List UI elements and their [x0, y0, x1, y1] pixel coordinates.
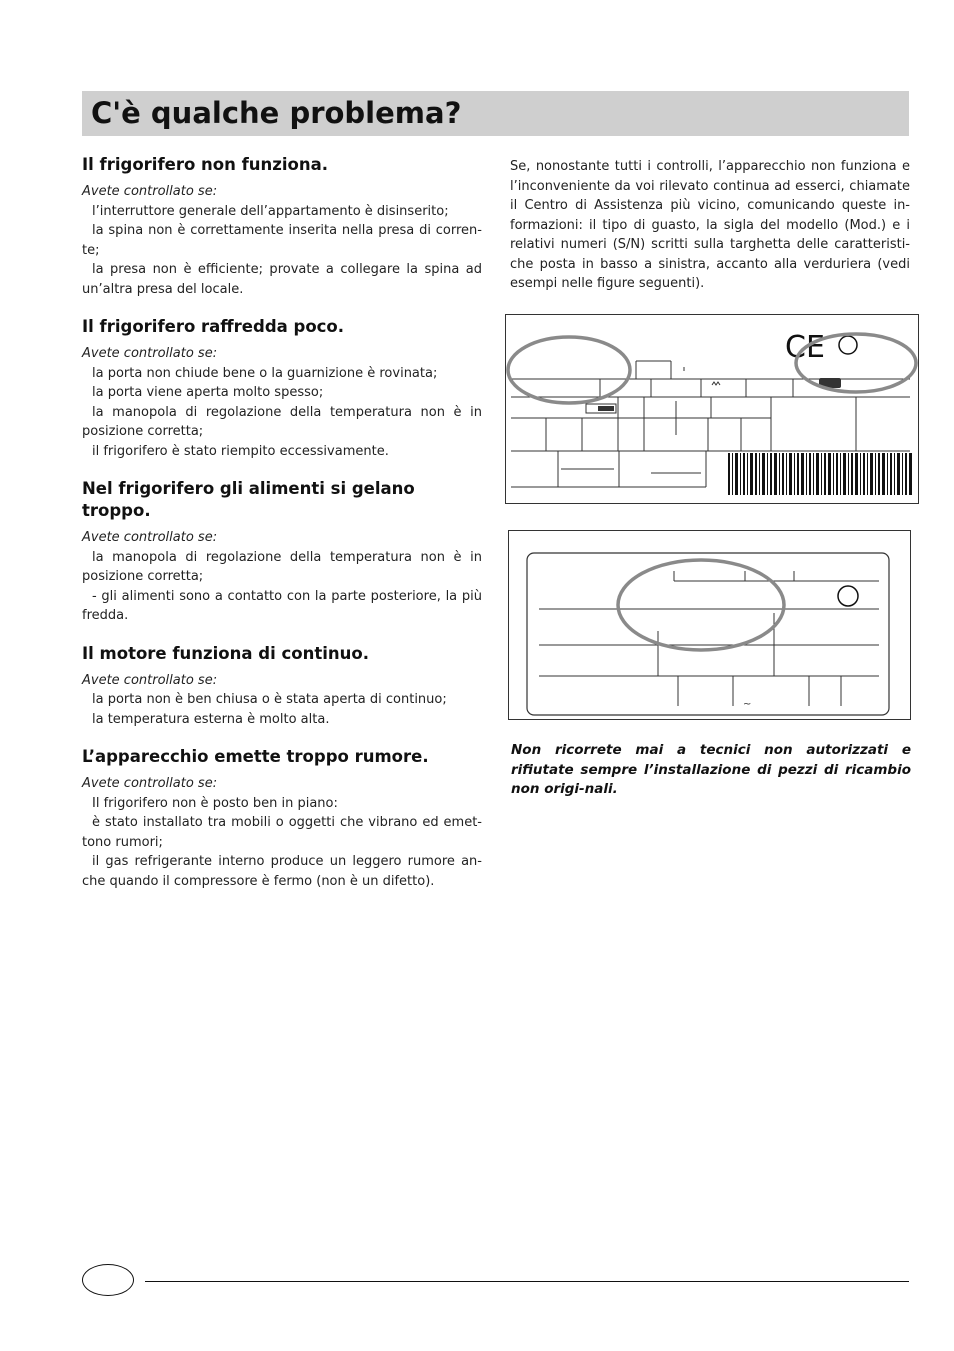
check-item: l’interruttore generale dell’appartamento è disinserito; — [92, 203, 449, 219]
check-intro: Avete controllato se: — [82, 346, 218, 361]
check-item: la porta viene aperta molto spesso; — [92, 385, 324, 400]
section-heading: L’apparecchio emette troppo rumore. — [82, 747, 429, 766]
page-number-oval — [82, 1264, 134, 1296]
highlight-circle-model-serial — [618, 560, 784, 650]
section-heading: Il motore funziona di continuo. — [82, 643, 369, 663]
check-item: è stato installato tra mobili o oggetti che vibrano ed emet-tono rumori; — [82, 815, 482, 850]
check-item: la temperatura esterna è molto alta. — [92, 711, 330, 727]
section-too-noisy — [82, 746, 482, 891]
section-not-working — [82, 154, 482, 299]
check-item: il frigorifero è stato riempito eccessivamente. — [92, 443, 389, 459]
barcode — [728, 453, 912, 495]
check-item: la manopola di regolazione della temperatura non è in posizione corretta; — [82, 404, 482, 439]
check-intro: Avete controllato se: — [82, 184, 218, 199]
certification-icon — [838, 586, 858, 606]
certification-icon — [839, 336, 857, 354]
tilde-symbol: ~ — [743, 699, 752, 710]
rating-plate-figure-1 — [505, 314, 919, 504]
rating-plate-figure-2 — [508, 530, 911, 720]
section-freezes-too-much — [82, 478, 482, 626]
check-item: - gli alimenti sono a contatto con la parte posteriore, la più fredda. — [82, 588, 482, 623]
footer-rule — [145, 1281, 909, 1282]
check-item: la presa non è efficiente; provate a collegare la spina ad un’altra presa del locale. — [82, 262, 482, 297]
ce-mark: CE — [785, 330, 825, 365]
highlight-circle-model — [508, 337, 630, 403]
section-motor-continuous — [82, 643, 482, 730]
title-bar — [82, 91, 909, 136]
check-intro: Avete controllato se: — [82, 530, 218, 545]
section-heading: Il frigorifero non funziona. — [82, 155, 329, 174]
check-item: la manopola di regolazione della temperatura non è in posizione corretta; — [82, 549, 482, 584]
check-item: la spina non è correttamente inserita nella presa di corren-te; — [82, 223, 482, 258]
assistance-paragraph: Se, nonostante tutti i controlli, l’apparecchio non funziona e l’inconveniente da voi rilevato continua ad esserci, chiamate il Centro di Assistenza più vicino, comunicando queste in-formazioni: il tipo di guasto, la sigla del modello (Mod.) e i relativi numeri (S/N) scritti sulla targhetta delle caratteristi-che posta in basso a sinistra, accanto alla verduriera (vedi esempi nelle figure seguenti). — [510, 159, 910, 291]
rating-plate-1-drawing — [506, 315, 918, 503]
check-item: la porta non chiude bene o la guarnizione è rovinata; — [92, 365, 438, 381]
section-heading: Nel frigorifero gli alimenti si gelano troppo. — [82, 479, 415, 520]
rating-plate-2-drawing — [509, 531, 910, 719]
check-item: Il frigorifero non è posto ben in piano: — [92, 795, 338, 811]
section-heading: Il frigorifero raffredda poco. — [82, 317, 345, 336]
page-title: C'è qualche problema? — [91, 96, 462, 130]
section-cools-little — [82, 316, 482, 461]
check-intro: Avete controllato se: — [82, 672, 218, 688]
check-item: il gas refrigerante interno produce un leggero rumore an-che quando il compressore è fermo (non è un difetto). — [82, 854, 482, 889]
warning-note: Non ricorrete mai a tecnici non autorizzati e rifiutate sempre l’installazione di pezzi di ricambio non origi-nali. — [511, 742, 911, 797]
troubleshooting-column — [82, 154, 482, 908]
check-item: la porta non è ben chiusa o è stata aperta di continuo; — [92, 692, 447, 707]
check-intro: Avete controllato se: — [82, 776, 218, 791]
